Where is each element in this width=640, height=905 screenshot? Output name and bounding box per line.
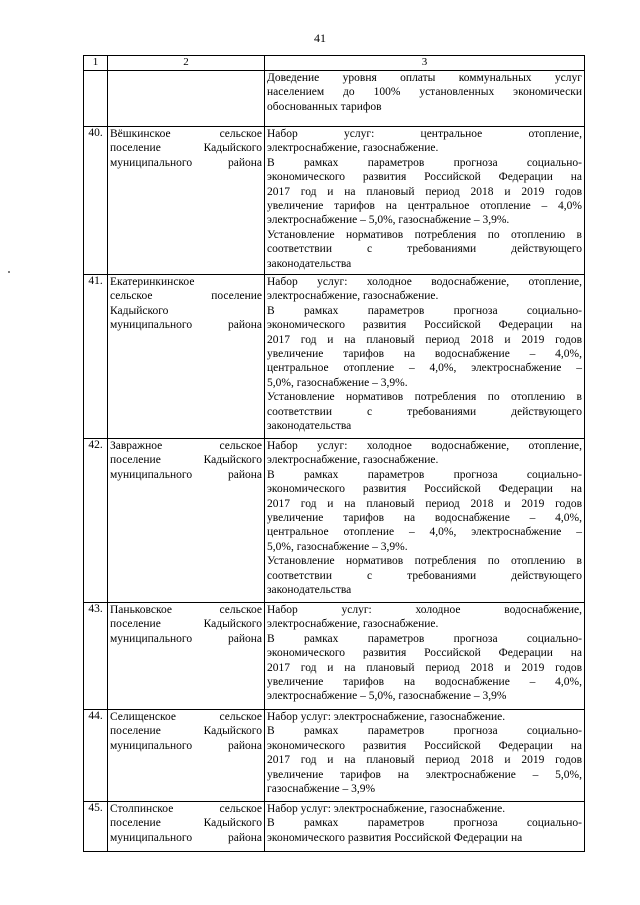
description-line: электроснабжение, газоснабжение. bbox=[267, 290, 439, 303]
table-row bbox=[84, 802, 585, 852]
table-row bbox=[84, 603, 585, 710]
description-line: 2017 год и на плановый период 2018 и 2019 годов bbox=[267, 754, 582, 767]
description-line: Установление нормативов потребления по отоплению в bbox=[267, 555, 582, 568]
description-line: экономического развития Российской Федерации на bbox=[267, 831, 523, 844]
settlement-name-line: поселение Кадыйского bbox=[110, 618, 262, 631]
description-line: В рамках параметров прогноза социально- bbox=[267, 156, 582, 169]
settlement-name bbox=[108, 275, 265, 439]
settlement-name-line: муниципального района bbox=[110, 468, 262, 481]
row-number: 45. bbox=[84, 802, 108, 852]
row-number bbox=[84, 71, 108, 127]
description-line: 2017 год и на плановый период 2018 и 2019 годов bbox=[267, 333, 582, 346]
settlement-name-line: поселение Кадыйского bbox=[110, 725, 262, 738]
description-line: экономического развития Российской Федерации на bbox=[267, 171, 582, 184]
description-line: электроснабжение, газоснабжение. bbox=[267, 454, 439, 467]
scan-speck bbox=[8, 271, 10, 273]
row-number: 42. bbox=[84, 439, 108, 603]
settlement-name bbox=[108, 71, 265, 127]
description-line: экономического развития Российской Федерации на bbox=[267, 739, 582, 752]
table-body bbox=[84, 71, 585, 852]
settlement-name-line: поселение Кадыйского bbox=[110, 817, 262, 830]
row-number: 40. bbox=[84, 127, 108, 275]
description-line: В рамках параметров прогноза социально- bbox=[267, 632, 582, 645]
settlement-name-line: Вёшкинское сельское bbox=[110, 128, 262, 140]
description-line: населением до 100% установленных экономически bbox=[267, 86, 582, 99]
measures-description bbox=[265, 71, 585, 127]
table-row bbox=[84, 710, 585, 802]
description-line: Набор услуг: электроснабжение, газоснабжение. bbox=[267, 711, 506, 723]
description-line: 2017 год и на плановый период 2018 и 2019 годов bbox=[267, 185, 582, 198]
description-line: Доведение уровня оплаты коммунальных услуг bbox=[267, 72, 582, 84]
settlement-name-line: муниципального района bbox=[110, 632, 262, 645]
column-header-3: 3 bbox=[265, 56, 585, 71]
description-line: 2017 год и на плановый период 2018 и 2019 годов bbox=[267, 497, 582, 510]
table-header-row bbox=[84, 56, 585, 71]
description-line: электроснабжение – 5,0%, газоснабжение – 3,9% bbox=[267, 690, 507, 703]
settlement-name-line: Завражное сельское bbox=[110, 440, 262, 452]
description-line: законодательства bbox=[267, 257, 352, 270]
settlement-name-line: Паньковское сельское bbox=[110, 604, 262, 616]
settlement-name bbox=[108, 127, 265, 275]
settlement-name-line: поселение Кадыйского bbox=[110, 142, 262, 155]
settlement-name bbox=[108, 603, 265, 710]
settlement-name-line: Селищенское сельское bbox=[110, 711, 262, 723]
measures-description bbox=[265, 127, 585, 275]
description-line: увеличение тарифов на водоснабжение – 4,0%, bbox=[267, 348, 582, 361]
column-header-2: 2 bbox=[108, 56, 265, 71]
settlement-name bbox=[108, 439, 265, 603]
column-header-1: 1 bbox=[84, 56, 108, 71]
table-row bbox=[84, 71, 585, 127]
description-line: соответствии с требованиями действующего bbox=[267, 405, 582, 418]
description-line: экономического развития Российской Федерации на bbox=[267, 319, 582, 332]
page-number: 41 bbox=[314, 31, 326, 45]
description-line: увеличение тарифов на электроснабжение – 5,0%, bbox=[267, 768, 582, 781]
table-row bbox=[84, 275, 585, 439]
row-number: 44. bbox=[84, 710, 108, 802]
settlement-name-line: Кадыйского bbox=[110, 304, 169, 317]
settlement-name-line: Екатеринкинское bbox=[110, 276, 195, 288]
description-line: В рамках параметров прогноза социально- bbox=[267, 817, 582, 830]
description-line: увеличение тарифов на центральное отопление – 4,0% bbox=[267, 200, 582, 213]
settlement-name-line: муниципального района bbox=[110, 156, 262, 169]
description-line: законодательства bbox=[267, 584, 352, 597]
table-row bbox=[84, 439, 585, 603]
settlement-name-line: муниципального района bbox=[110, 739, 262, 752]
description-line: электроснабжение, газоснабжение. bbox=[267, 142, 439, 155]
description-line: экономического развития Российской Федерации на bbox=[267, 647, 582, 660]
description-line: электроснабжение – 5,0%, газоснабжение – 3,9%. bbox=[267, 214, 510, 227]
description-line: В рамках параметров прогноза социально- bbox=[267, 468, 582, 481]
settlement-name bbox=[108, 710, 265, 802]
description-line: экономического развития Российской Федерации на bbox=[267, 483, 582, 496]
table-row bbox=[84, 127, 585, 275]
measures-description bbox=[265, 603, 585, 710]
description-line: центральное отопление – 4,0%, электроснабжение – bbox=[267, 362, 582, 375]
settlement-name-line: поселение Кадыйского bbox=[110, 454, 262, 467]
description-line: законодательства bbox=[267, 420, 352, 433]
description-line: газоснабжение – 3,9% bbox=[267, 783, 376, 796]
measures-description bbox=[265, 439, 585, 603]
description-line: 2017 год и на плановый период 2018 и 2019 годов bbox=[267, 661, 582, 674]
description-line: Набор услуг: холодное водоснабжение, отопление, bbox=[267, 440, 582, 452]
settlement-name-line: Столпинское сельское bbox=[110, 803, 262, 815]
description-line: Набор услуг: холодное водоснабжение, bbox=[267, 604, 582, 616]
description-line: увеличение тарифов на водоснабжение – 4,0%, bbox=[267, 512, 582, 525]
measures-description bbox=[265, 275, 585, 439]
description-line: В рамках параметров прогноза социально- bbox=[267, 304, 582, 317]
settlement-name-line: муниципального района bbox=[110, 319, 262, 332]
description-line: центральное отопление – 4,0%, электроснабжение – bbox=[267, 526, 582, 539]
description-line: соответствии с требованиями действующего bbox=[267, 569, 582, 582]
row-number: 41. bbox=[84, 275, 108, 439]
description-line: Набор услуг: центральное отопление, bbox=[267, 128, 582, 140]
tariff-table bbox=[83, 55, 585, 852]
description-line: Набор услуг: холодное водоснабжение, отопление, bbox=[267, 276, 582, 288]
description-line: В рамках параметров прогноза социально- bbox=[267, 725, 582, 738]
measures-description bbox=[265, 710, 585, 802]
measures-description bbox=[265, 802, 585, 852]
description-line: Установление нормативов потребления по отоплению в bbox=[267, 391, 582, 404]
settlement-name-line: сельское поселение bbox=[110, 290, 262, 303]
description-line: увеличение тарифов на водоснабжение – 4,0%, bbox=[267, 676, 582, 689]
description-line: обоснованных тарифов bbox=[267, 100, 382, 113]
description-line: 5,0%, газоснабжение – 3,9%. bbox=[267, 540, 408, 553]
settlement-name bbox=[108, 802, 265, 852]
description-line: Набор услуг: электроснабжение, газоснабжение. bbox=[267, 803, 506, 815]
description-line: соответствии с требованиями действующего bbox=[267, 243, 582, 256]
description-line: Установление нормативов потребления по отоплению в bbox=[267, 228, 582, 241]
description-line: 5,0%, газоснабжение – 3,9%. bbox=[267, 376, 408, 389]
row-number: 43. bbox=[84, 603, 108, 710]
settlement-name-line: муниципального района bbox=[110, 831, 262, 844]
description-line: электроснабжение, газоснабжение. bbox=[267, 618, 439, 631]
